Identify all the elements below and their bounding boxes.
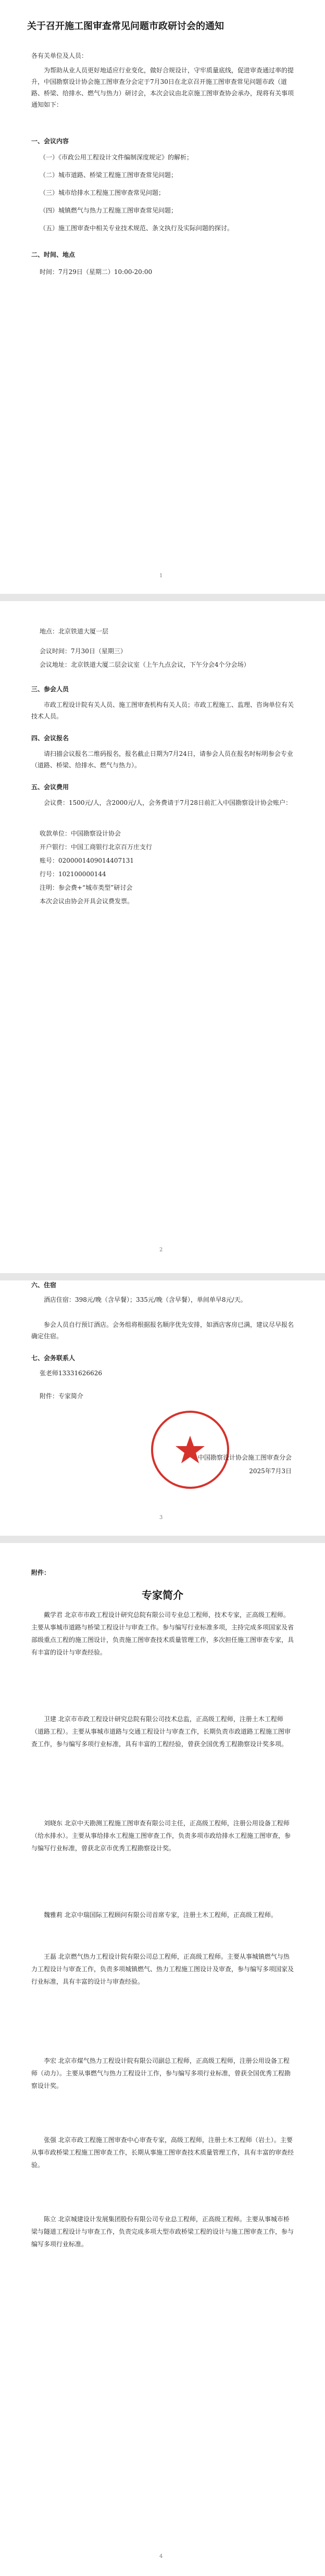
section-1-heading: 一、会议内容 <box>31 138 69 145</box>
time-line: 时间：7月29日（星期二）10:00-20:00 <box>40 268 153 276</box>
page-number: 1 <box>159 573 163 579</box>
document-page-3 <box>0 1280 325 1536</box>
bank-line: 开户银行：中国工商银行北京百万庄支行 <box>40 843 153 851</box>
contact-line: 张老师13331626626 <box>40 1370 102 1377</box>
payee-line: 收款单位：中国勘察设计协会 <box>40 830 121 837</box>
meeting-time-line: 会议时间：7月30日（星期三） <box>40 648 127 655</box>
expert-bio: 王磊 北京燃气热力工程设计院有限公司总工程师，正高级工程师。主要从事城镇燃气与热力工程设计与审查工作，负责多项城镇燃气、热力工程施工图设计及审查，参与编写多项国家及行业标准，具有丰富的设计与审查经验。 <box>31 1953 294 1985</box>
venue-line: 地点：北京铁道大厦一层 <box>40 628 109 635</box>
registration-paragraph: 请扫描会议报名二维码报名，报名截止日期为7月24日，请参会人员在报名时标明参会专业（道路、桥梁、给排水、燃气与热力）。 <box>31 750 293 769</box>
bank-code-line: 行号：102100000144 <box>40 870 106 878</box>
document-page-1 <box>0 0 325 594</box>
lodging-paragraph-2: 参会人员自行预订酒店。会务组将根据报名顺序优先安排，如酒店客房已满，建议尽早报名确定住宿。 <box>31 1321 294 1340</box>
official-seal <box>151 1411 229 1489</box>
content-item-3: （三）城市给排水工程施工图审查常见问题； <box>40 189 165 196</box>
address-line: 会议地址：北京铁道大厦二层会议室（上午九点会议，下午分会4个分会场） <box>40 661 250 668</box>
page-separator <box>0 1273 325 1280</box>
invoice-line: 本次会议由协会开具会议费发票。 <box>40 898 134 905</box>
expert-bio: 陈立 北京城建设计发展集团股份有限公司专业总工程师，正高级工程师。主要从事城市桥梁与隧道工程设计与审查工作，负责完成多项大型市政桥梁工程的设计与施工图审查工作，参与编写多项行业标准。 <box>31 2216 294 2248</box>
section-5-heading: 五、会议费用 <box>31 783 69 791</box>
section-3-heading: 三、参会人员 <box>31 686 69 693</box>
lodging-paragraph: 酒店住宿：398元/晚（含早餐）；335元/晚（含早餐），单间单早8元/天。 <box>44 1296 247 1303</box>
section-6-heading: 六、住宿 <box>31 1281 57 1289</box>
attachment-label: 附件： <box>31 1569 51 1576</box>
section-7-heading: 七、会务联系人 <box>31 1354 76 1362</box>
page-number: 3 <box>159 1515 163 1521</box>
fee-paragraph: 会议费：1500元/人，含2000元/人，会务费请于7月28日前汇入中国勘察设计协会账户： <box>44 799 292 806</box>
expert-bio: 李宏 北京市煤气热力工程设计院有限公司副总工程师，正高级工程师，注册公用设备工程师（动力）。主要从事燃气与热力工程设计工作，参与编写多项行业标准，曾获全国优秀工程勘察设计奖。 <box>31 2057 291 2089</box>
section-4-heading: 四、会议报名 <box>31 735 69 742</box>
issue-date: 2025年7月3日 <box>249 1467 292 1475</box>
issuing-organization: 中国勘察设计协会施工图审查分会 <box>197 1454 292 1461</box>
participants-paragraph: 市政工程设计院有关人员、施工图审查机构有关人员；市政工程施工、监理、咨询单位有关技术人员。 <box>31 701 294 720</box>
page-number: 2 <box>159 1247 163 1253</box>
content-item-1: （一）《市政公用工程设计文件编制深度规定》的解析； <box>40 154 193 161</box>
content-item-5: （五）施工图审查中相关专业技术规范、条文执行及实际问题的探讨。 <box>40 225 234 232</box>
content-item-4: （四）城镇燃气与热力工程施工图审查常见问题； <box>40 207 178 214</box>
account-line: 账号：0200001409014407131 <box>40 857 134 864</box>
attachment-line: 附件：专家简介 <box>40 1392 84 1400</box>
expert-bio: 戴学君 北京市市政工程设计研究总院有限公司专业总工程师，技术专家，正高级工程师。主要从事城市道路与桥梁工程设计与审查工作。参与编写行业标准多项，主持完成多项国家及省部级重点工程的施工图设计，负责施工图审查技术质量管理工作，多次担任施工图审查专家，具有丰富的设计与审查经验。 <box>31 1611 294 1656</box>
expert-bio: 刘晓东 北京中天勘测工程施工图审查有限公司主任，正高级工程师，注册公用设备工程师（给水排水）。主要从事给排水工程施工图审查工作，负责多项市政给排水工程施工图审查，参与编写行业标准，曾获北京市优秀工程勘察设计奖。 <box>31 1820 291 1852</box>
page-separator <box>0 594 325 601</box>
section-2-heading: 二、时间、地点 <box>31 251 76 258</box>
content-item-2: （二）城市道路、桥梁工程施工图审查常见问题； <box>40 171 178 179</box>
intro-paragraph: 为帮助从业人员更好地适应行业变化，做好合规设计，守牢质量底线，促进审查通过率的提升，中国勘察设计协会施工图审查分会定于7月30日在北京召开施工图审查常见问题市政（道路、桥梁、给排水、燃气与热力）研讨会，本次会议由北京施工图审查协会承办，现将有关事项通知如下： <box>31 67 294 108</box>
expert-bio: 张强 北京市政工程施工图审查中心审查专家，高级工程师，注册土木工程师（岩土）。主要从事市政桥梁工程施工图审查工作，长期从事施工图审查技术质量管理工作，具有丰富的审查经验。 <box>31 2136 294 2169</box>
document-title: 关于召开施工图审查常见问题市政研讨会的通知 <box>27 21 224 32</box>
expert-section-title: 专家简介 <box>142 1589 183 1601</box>
page-number: 4 <box>159 2554 163 2559</box>
expert-bio: 魏雅莉 北京中瑞国际工程顾问有限公司首席专家，注册土木工程师，正高级工程师。 <box>44 1911 277 1919</box>
salutation: 各有关单位及人员： <box>31 52 88 59</box>
page-separator <box>0 1536 325 1543</box>
remark-line: 注明：参会费+“城市类型”研讨会 <box>40 884 133 891</box>
document-page-2 <box>0 601 325 1273</box>
expert-bio: 卫建 北京市市政工程设计研究总院有限公司技术总监，正高级工程师，注册土木工程师（道路工程）。主要从事城市道路与交通工程设计与审查工作，长期负责市政道路工程施工图审查工作，参与编写多项行业标准，具有丰富的工程经验，曾获全国优秀工程勘察设计奖多项。 <box>31 1715 291 1748</box>
document-page-4 <box>0 1543 325 2576</box>
